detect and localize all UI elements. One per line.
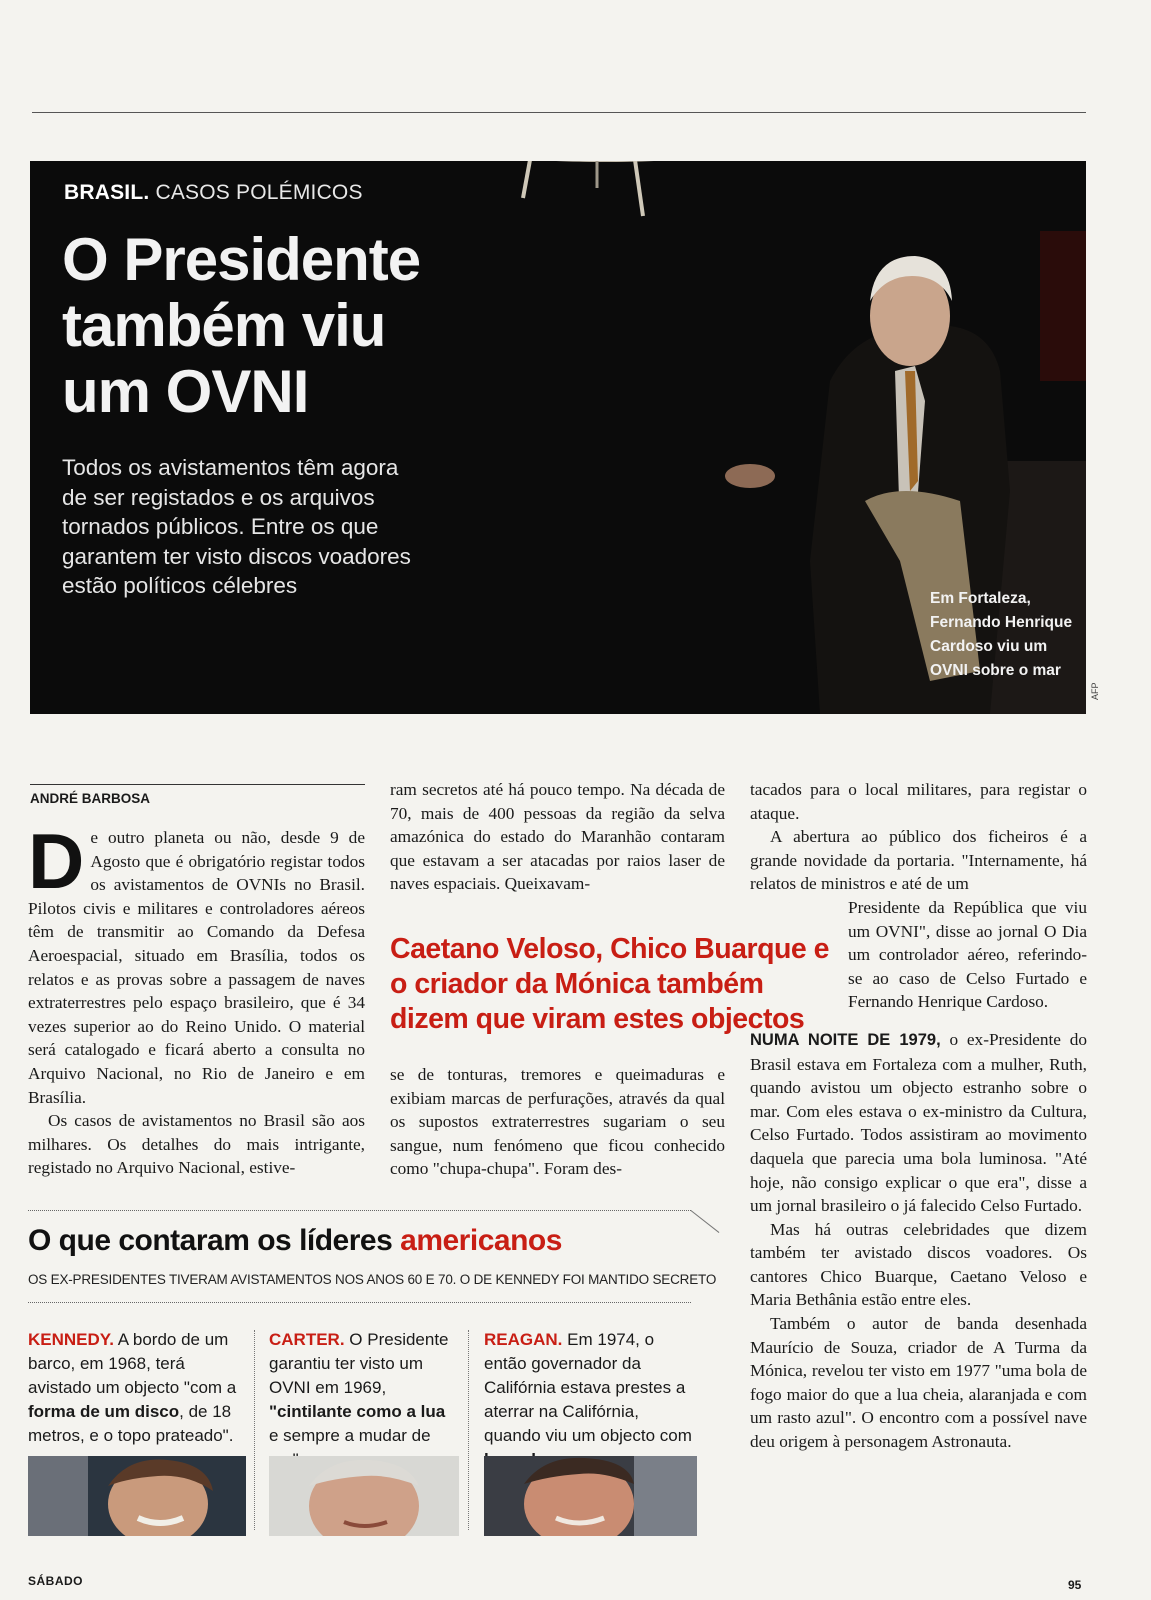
hero-photo <box>30 161 1086 714</box>
leader-text: , de 18 metros, e o topo prateado". <box>28 1402 234 1445</box>
body-paragraph: e outro planeta ou não, desde 9 de Agosto que é obrigatório registar todos os avistamentos de OVNIs no Brasil. Pilotos civis e militares e controladores aéreos têm de transmitir ao Comando da Defesa Aeroespacial, situado em Brasília, todos os relatos e as provas sobre a passagem de naves extraterrestres pelo espaço brasileiro, que é 34 vezes superior ao do Reino Unido. O material será catalogado e ficará aberto a consulta no Arquivo Nacional, no Rio de Janeiro e em Brasília. <box>28 828 365 1107</box>
page-number: 95 <box>1068 1578 1082 1592</box>
column-3 <box>750 778 1087 1454</box>
pull-quote: Caetano Veloso, Chico Buarque e o criador da Mónica também dizem que viram estes objectos <box>390 933 830 1035</box>
box-title-black: O que contaram os líderes <box>28 1224 393 1257</box>
box-corner-rule <box>690 1210 719 1233</box>
column-1 <box>28 817 365 1180</box>
leader-text: Em 1974, o então governador da Califórnia estava prestes a aterrar na Califórnia, quando viu um objecto com <box>484 1330 692 1445</box>
byline: ANDRÉ BARBOSA <box>30 784 365 806</box>
drop-cap: D <box>28 817 85 905</box>
photo-caption: Em Fortaleza, Fernando Henrique Cardoso viu um OVNI sobre o mar <box>930 590 1073 679</box>
box-title-red: americanos <box>400 1224 562 1257</box>
top-rule <box>32 112 1086 113</box>
body-paragraph: Também o autor de banda desenhada Maurício de Souza, criador de A Turma da Mónica, revelou ter visto em 1977 "uma bola de fogo maior do que a lua cheia, alaranjada e com um rasto azul". O encontro com a possível nave deu origem à personagem Astronauta. <box>750 1314 1087 1452</box>
section-kicker <box>64 181 363 205</box>
leader-name: REAGAN. <box>484 1330 563 1349</box>
headline: O Presidente também viu um OVNI <box>62 226 421 425</box>
box-top-rule <box>28 1210 691 1211</box>
leader-kennedy <box>28 1328 238 1448</box>
leader-text: A bordo de um barco, em 1968, terá avistado um objecto "com a <box>28 1330 237 1397</box>
body-paragraph: tacados para o local militares, para registar o ataque. <box>750 780 1087 823</box>
leader-carter <box>269 1328 459 1472</box>
body-paragraph: Os casos de avistamentos no Brasil são aos milhares. Os detalhes do mais intrigante, registado no Arquivo Nacional, estive- <box>28 1111 365 1178</box>
leader-bold: forma de um disco <box>28 1402 180 1421</box>
box-subtitle-rule <box>28 1302 691 1303</box>
box-title <box>28 1224 562 1258</box>
leader-bold: "cintilante como a lua <box>269 1402 446 1421</box>
leader-reagan <box>484 1328 696 1472</box>
kennedy-photo <box>28 1456 246 1536</box>
lead-in: NUMA NOITE DE 1979, <box>750 1030 941 1049</box>
leader-name: KENNEDY. <box>28 1330 114 1349</box>
body-paragraph: Presidente da República que viu um OVNI", disse ao jornal O Dia um controlador aéreo, referindo-se ao caso de Celso Furtado e Fernando Henrique Cardoso. <box>848 897 1087 1012</box>
kicker-section: BRASIL. <box>64 181 150 204</box>
leader-text: O Presidente garantiu ter visto um OVNI em 1969, <box>269 1330 449 1397</box>
photo-credit: AFP <box>1090 682 1100 700</box>
body-paragraph: Mas há outras celebridades que dizem também ter avistado discos voadores. Os cantores Chico Buarque, Caetano Veloso e Maria Bethânia estão entre eles. <box>750 1219 1087 1310</box>
column-separator <box>254 1330 255 1530</box>
body-paragraph <box>750 1028 1087 1218</box>
column-2-bottom: se de tonturas, tremores e queimaduras e exibiam marcas de perfurações, através da qual os supostos extraterrestres sugariam o seu sangue, num fenómeno que ficou conhecido como "chupa-chupa". Foram des- <box>390 1065 725 1179</box>
ufo-model-icon <box>485 161 725 240</box>
leader-text: e sempre a mudar de <box>269 1426 431 1445</box>
dek: Todos os avistamentos têm agora de ser registados e os arquivos tornados públicos. Entre os que garantem ter visto discos voadores estão políticos célebres <box>62 455 411 598</box>
leader-name: CARTER. <box>269 1330 345 1349</box>
body-paragraph: A abertura ao público dos ficheiros é a grande novidade da portaria. "Internamente, há relatos de ministros e até de um <box>750 827 1087 894</box>
kicker-topic: CASOS POLÉMICOS <box>155 181 363 204</box>
paragraph-text: o ex-Presidente do Brasil estava em Fortaleza com a mulher, Ruth, quando avistou um objecto estranho sobre o mar. Com eles estava o ex-ministro da Cultura, Celso Furtado. Todos assistiram ao movimento daquela que parecia uma bola luminosa. "Até hoje, não consigo explicar o que era", disse a um jornal brasileiro o já falecido Celso Furtado. <box>750 1029 1087 1216</box>
box-subtitle: OS EX-PRESIDENTES TIVERAM AVISTAMENTOS NOS ANOS 60 E 70. O DE KENNEDY FOI MANTIDO SECRETO <box>28 1272 717 1287</box>
column-2-top: ram secretos até há pouco tempo. Na década de 70, mais de 400 pessoas da região da selva amazónica do estado do Maranhão contaram que estavam a ser atacadas por raios laser de naves espaciais. Queixavam- <box>390 780 725 894</box>
magazine-name: SÁBADO <box>28 1574 84 1588</box>
column-separator <box>468 1330 469 1530</box>
reagan-photo <box>484 1456 697 1536</box>
carter-photo <box>269 1456 459 1536</box>
